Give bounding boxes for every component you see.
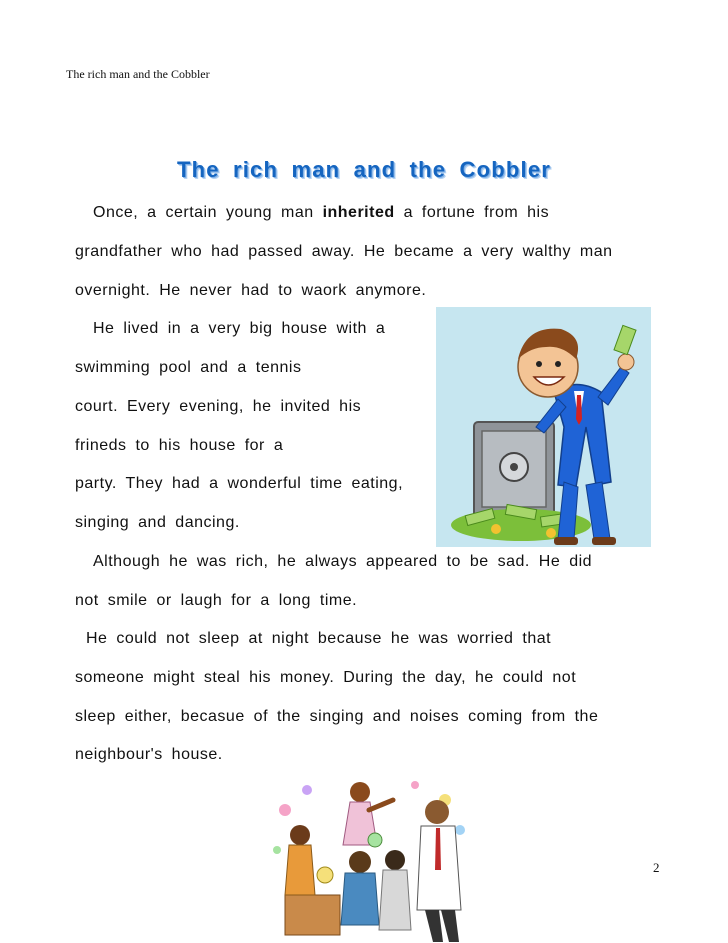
- paragraph-4-line: sleep either, becasue of the singing and noises coming from the: [75, 708, 599, 725]
- rich-man-illustration: [436, 307, 651, 547]
- paragraph-1-line-1: [93, 204, 549, 222]
- party-image: [265, 770, 475, 943]
- paragraph-2-line: He lived in a very big house with a: [93, 320, 386, 337]
- text-run: Once, a certain young man: [93, 204, 323, 221]
- paragraph-4-line: neighbour's house.: [75, 746, 223, 763]
- paragraph-2-line: singing and dancing.: [75, 514, 240, 531]
- text-run: a fortune from his: [394, 204, 550, 221]
- page-title: The rich man and the Cobbler: [176, 157, 552, 182]
- paragraph-4-line: He could not sleep at night because he was worried that: [86, 630, 552, 647]
- party-illustration: [265, 770, 475, 943]
- paragraph-2-line: swimming pool and a tennis: [75, 359, 302, 376]
- paragraph-1-line-2: grandfather who had passed away. He became a very walthy man: [75, 243, 613, 260]
- paragraph-1-line-3: overnight. He never had to waork anymore.: [75, 282, 427, 299]
- paragraph-2-line: court. Every evening, he invited his: [75, 398, 362, 415]
- page-number: 2: [653, 860, 660, 875]
- paragraph-3-line: not smile or laugh for a long time.: [75, 592, 358, 609]
- paragraph-2-line: party. They had a wonderful time eating,: [75, 475, 404, 492]
- paragraph-2-line: frineds to his house for a: [75, 437, 284, 454]
- running-header: The rich man and the Cobbler: [66, 67, 210, 81]
- bold-word: inherited: [322, 204, 395, 221]
- rich-man-image: [436, 307, 651, 547]
- paragraph-4-line: someone might steal his money. During the day, he could not: [75, 669, 577, 686]
- paragraph-3-line: Although he was rich, he always appeared to be sad. He did: [93, 553, 593, 570]
